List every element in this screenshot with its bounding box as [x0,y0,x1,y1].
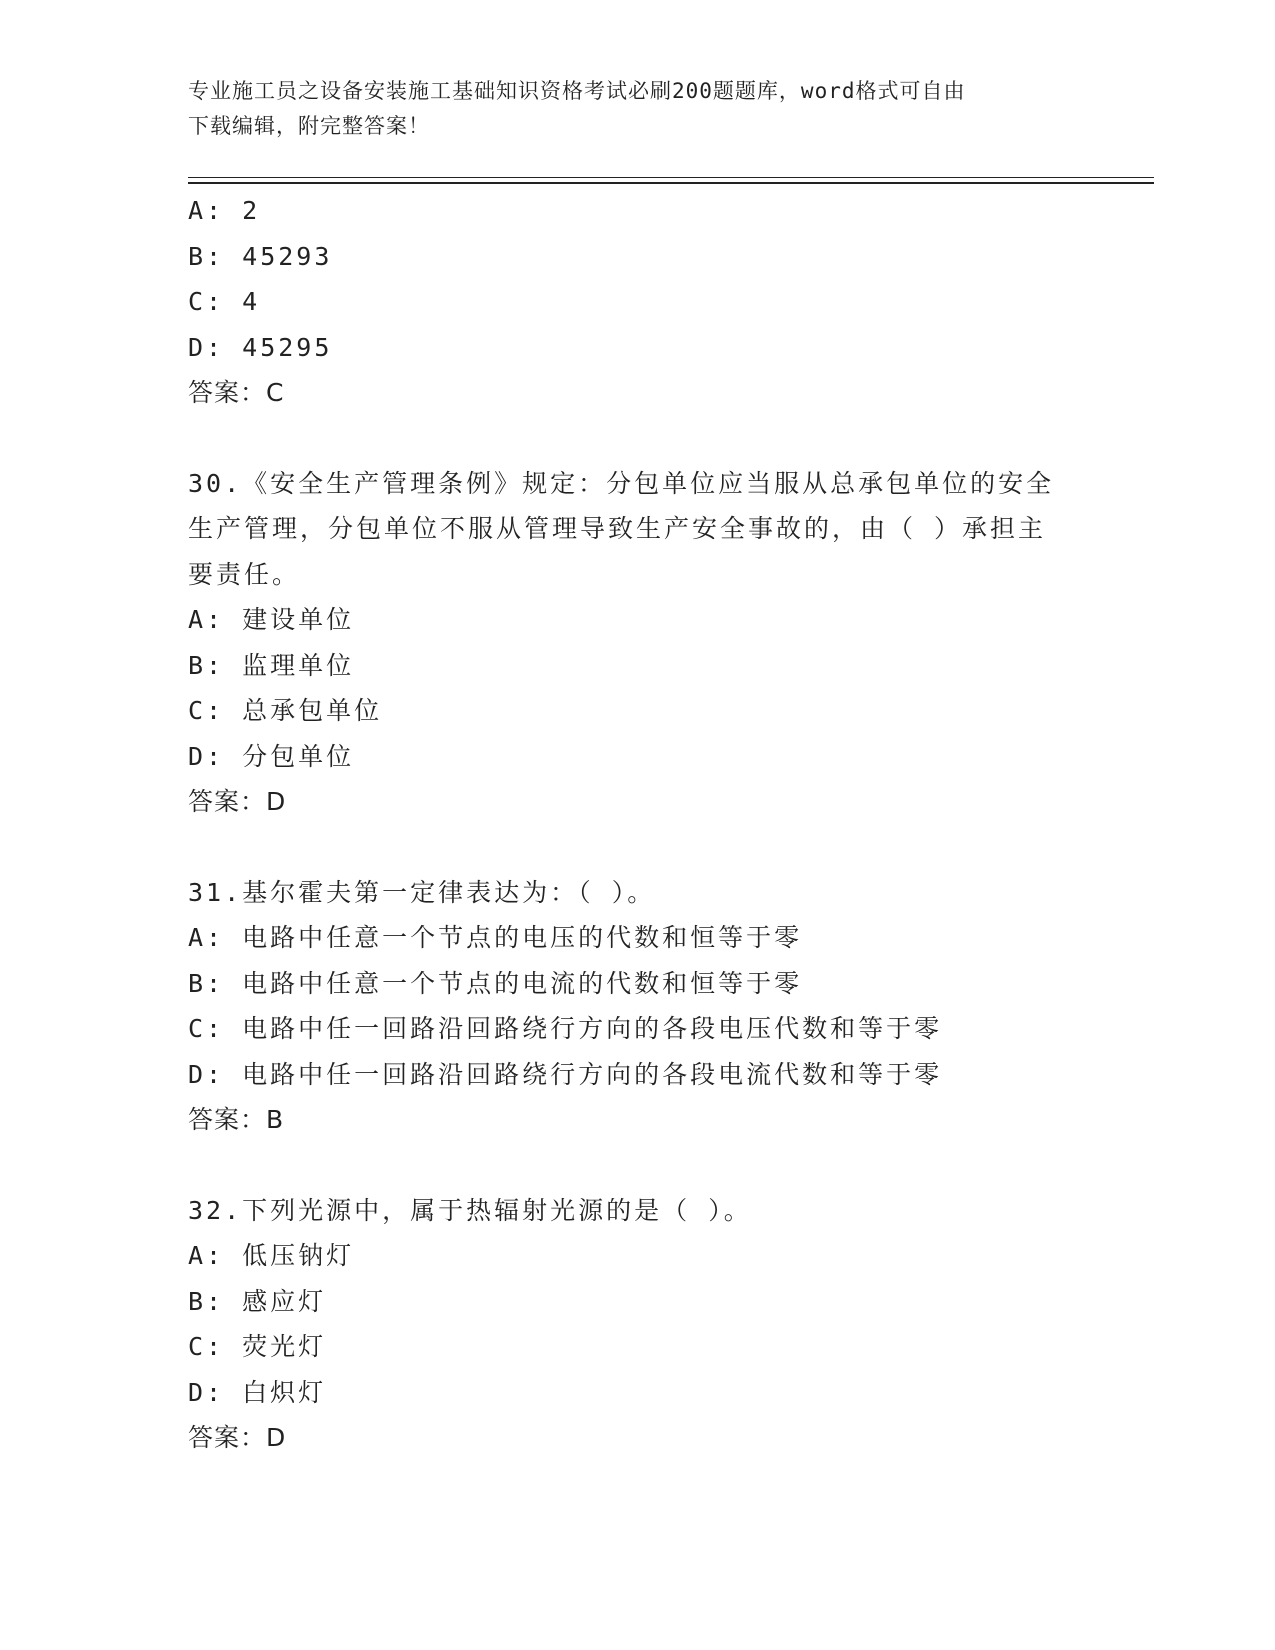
option-b: B: 监理单位 [188,650,355,680]
option-c: C: 4 [188,287,261,316]
option-c: C: 荧光灯 [188,1332,327,1361]
answer: 答案：C [188,378,285,407]
option-a: A: 低压钠灯 [188,1241,355,1270]
answer: 答案：D [188,1423,287,1452]
option-d: D: 45295 [188,332,333,362]
option-d: D: 电路中任一回路沿回路绕行方向的各段电流代数和等于零 [188,1059,943,1089]
question-block-32 [188,1188,1088,1461]
question-block-30 [188,461,1088,825]
option-a: A: 电路中任意一个节点的电压的代数和恒等于零 [188,923,803,952]
option-b: B: 感应灯 [188,1286,327,1316]
spacer [188,1143,1088,1188]
spacer [188,416,1088,461]
header-divider-thick [188,182,1154,184]
option-b: B: 45293 [188,241,333,271]
option-d: D: 分包单位 [188,741,355,771]
header-line-2: 下载编辑，附完整答案！ [188,114,430,138]
answer: 答案：B [188,1105,285,1134]
question-text: 30.《安全生产管理条例》规定：分包单位应当服从总承包单位的安全生产管理，分包单位不服从管理导致生产安全事故的，由（ ）承担主要责任。 [188,468,1055,589]
question-text: 31.基尔霍夫第一定律表达为：（ ）。 [188,877,656,907]
question-block-29 [188,188,1088,416]
spacer [188,825,1088,870]
question-text: 32.下列光源中，属于热辐射光源的是（ ）。 [188,1195,752,1225]
answer: 答案：D [188,787,287,816]
option-a: A: 建设单位 [188,605,355,634]
question-list [188,188,1088,1461]
header-divider-thin [188,177,1154,178]
option-c: C: 总承包单位 [188,696,383,725]
document-header [188,74,1068,144]
option-d: D: 白炽灯 [188,1377,327,1407]
option-a: A: 2 [188,196,261,225]
option-b: B: 电路中任意一个节点的电流的代数和恒等于零 [188,968,803,998]
option-c: C: 电路中任一回路沿回路绕行方向的各段电压代数和等于零 [188,1014,943,1043]
header-line-1: 专业施工员之设备安装施工基础知识资格考试必刷200题题库，word格式可自由 [188,79,966,103]
question-block-31 [188,870,1088,1143]
